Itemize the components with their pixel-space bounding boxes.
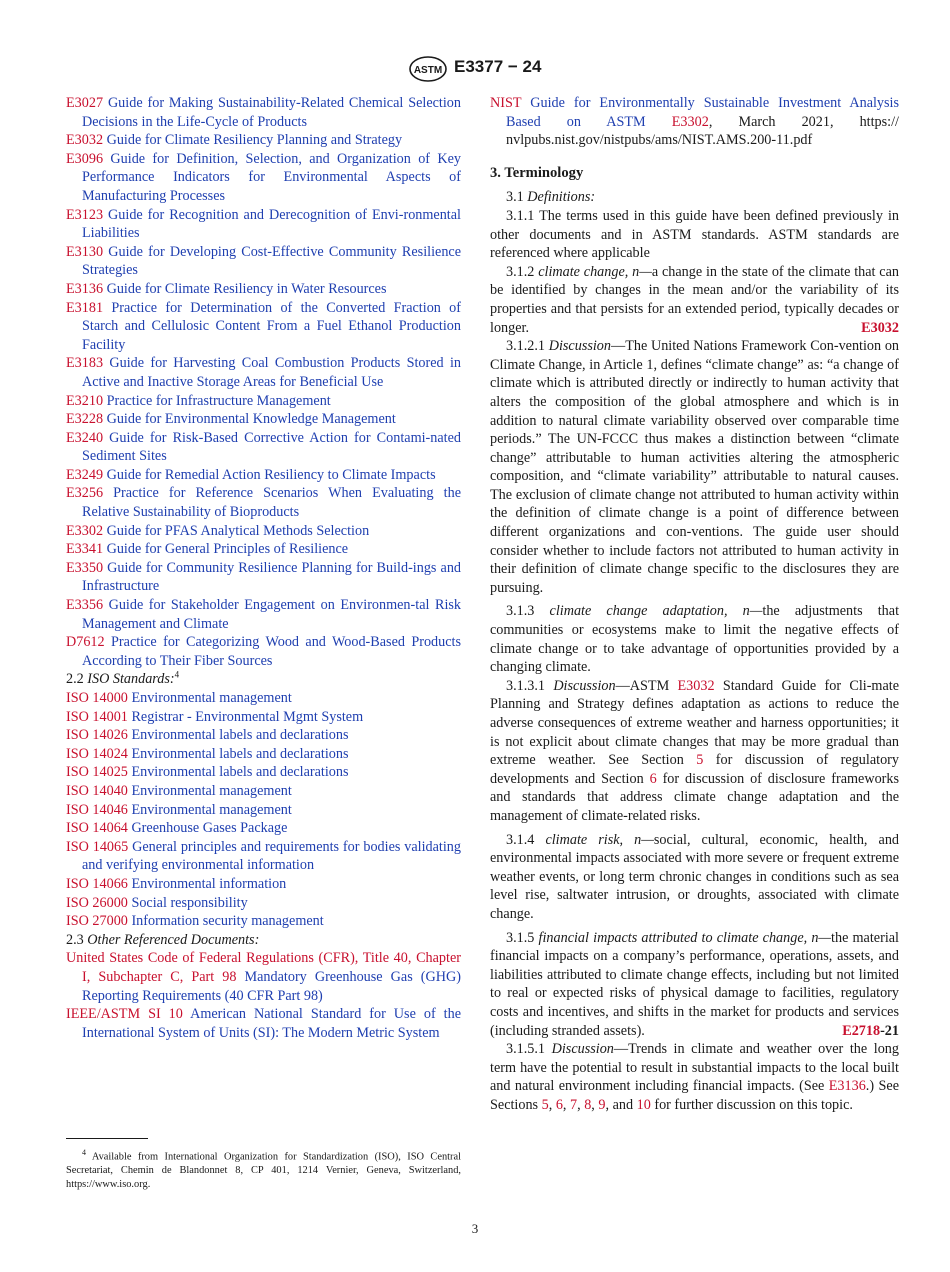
definition-source[interactable]: E3032: [861, 319, 899, 336]
link-section-9[interactable]: 9: [598, 1096, 606, 1113]
iso-reference-list: [66, 689, 461, 931]
reference-code[interactable]: E3027: [66, 95, 104, 111]
reference-code[interactable]: ISO 14066: [66, 875, 128, 892]
reference-item: [66, 875, 461, 894]
reference-item: [66, 708, 461, 727]
other-documents-heading: 2.3 Other Referenced Documents:: [66, 931, 260, 948]
reference-title[interactable]: Practice for Categorizing Wood and Wood-Based Products According to Their Fiber Sources: [82, 634, 462, 669]
link-section-7[interactable]: 7: [570, 1096, 578, 1113]
reference-code[interactable]: E3130: [66, 243, 104, 260]
other-reference-list: [66, 949, 461, 1042]
reference-title[interactable]: Guide for Community Resilience Planning for Build-ings and Infrastructure: [82, 559, 462, 595]
reference-item: [66, 745, 461, 764]
link-e3136[interactable]: E3136: [828, 1078, 866, 1095]
reference-code[interactable]: ISO 26000: [66, 894, 128, 911]
reference-item: [66, 522, 461, 541]
reference-item: [66, 410, 461, 429]
reference-title[interactable]: Greenhouse Gases Package: [131, 820, 288, 837]
reference-item: [66, 949, 461, 1005]
reference-item: [66, 354, 461, 391]
reference-item: [66, 782, 461, 801]
reference-item: [66, 726, 461, 745]
reference-item: [66, 150, 461, 206]
para-3-1: 3.1 Definitions:: [506, 189, 596, 206]
reference-item: [66, 559, 461, 596]
para-3-1-3-1: 3.1.3.1 Discussion—ASTM E3032 Standard Guide for Cli-mate Planning and Strategy defines adaptation as actions to reduce the adverse consequences of extreme weather and harness opportunities; it is not explicit about climate changes that may be more gradual than extreme weather. See Section 5 for discussion of regulatory developments and Section 6 for discussion of disclosure frameworks and standards that address climate change adaptation and the management of climate-related risks.: [490, 677, 900, 824]
reference-title[interactable]: Environmental management: [131, 690, 292, 706]
reference-title[interactable]: Guide for Recognition and Derecognition of Envi-ronmental Liabilities: [82, 206, 461, 242]
link-section-5[interactable]: 5: [696, 752, 704, 769]
reference-code[interactable]: ISO 14024: [66, 745, 128, 762]
reference-item: [66, 243, 461, 280]
para-3-1-5: 3.1.5 financial impacts attributed to climate change, n—the material financial impacts on a company’s performance, operations, assets, and liabilities attributed to climate change effects, including but not limited to real or expected risks of physical damage to facilities, regulatory costs and incentives, and shifts in the market for products and services (including stranded assets). E2718-21: [490, 929, 899, 1039]
reference-title[interactable]: Guide for Developing Cost-Effective Community Resilience Strategies: [82, 243, 462, 279]
reference-item: [66, 689, 461, 708]
reference-code[interactable]: E3249: [66, 466, 104, 483]
reference-title[interactable]: Practice for Determination of the Converted Fraction of Starch and Cellulosic Content From a Fuel Ethanol Production Facility: [82, 299, 462, 353]
reference-title[interactable]: Environmental management: [131, 801, 292, 818]
reference-code[interactable]: ISO 14065: [66, 838, 129, 855]
reference-title[interactable]: Registrar - Environmental Mgmt System: [131, 708, 364, 725]
reference-title[interactable]: Practice for Reference Scenarios When Evaluating the Relative Sustainability of Bioproducts: [82, 485, 461, 521]
reference-title[interactable]: Guide for Climate Resiliency Planning and Strategy: [106, 132, 403, 149]
svg-text:ASTM: ASTM: [413, 65, 443, 76]
reference-code[interactable]: ISO 14000: [66, 690, 128, 706]
reference-item: [66, 801, 461, 820]
reference-code[interactable]: D7612: [66, 634, 105, 651]
reference-code[interactable]: E3302: [66, 522, 104, 539]
reference-code[interactable]: ISO 14046: [66, 801, 128, 818]
iso-standards-heading: 2.2 ISO Standards:$^4$: [66, 669, 180, 688]
reference-title[interactable]: Guide for Environmental Knowledge Management: [106, 411, 396, 428]
reference-code[interactable]: E3096: [66, 150, 104, 167]
reference-code[interactable]: E3256: [66, 485, 104, 502]
link-section-6[interactable]: 6: [649, 770, 657, 787]
para-3-1-5-1: 3.1.5.1 Discussion—Trends in climate and weather over the long term have the potential to result in substantial impacts to the local built and natural environment including financial impacts. (See E3136.) See Sections 5, 6, 7, 8, 9, and 10 for further discussion on this topic.: [490, 1041, 899, 1113]
reference-title[interactable]: Environmental labels and declarations: [131, 764, 349, 781]
link-e3032[interactable]: E3032: [677, 677, 715, 694]
page-number: 3: [471, 1221, 479, 1236]
link-section-10[interactable]: 10: [636, 1096, 651, 1113]
link-section-5[interactable]: 5: [541, 1096, 549, 1113]
reference-title[interactable]: General principles and requirements for bodies validating and verifying environmental information: [82, 838, 461, 874]
reference-title[interactable]: American National Standard for Use of the International System of Units (SI): The Modern Metric System: [82, 1006, 462, 1041]
reference-code[interactable]: E3136: [66, 280, 104, 297]
reference-title[interactable]: Social responsibility: [131, 894, 248, 911]
astm-reference-list: [66, 94, 461, 670]
reference-title[interactable]: Guide for Climate Resiliency in Water Resources: [106, 280, 387, 297]
reference-item: [66, 280, 461, 299]
reference-code[interactable]: ISO 27000: [66, 913, 128, 930]
reference-item: [66, 466, 461, 485]
reference-item: [66, 131, 461, 150]
reference-code[interactable]: E3123: [66, 206, 104, 223]
reference-title[interactable]: Guide for Harvesting Coal Combustion Products Stored in Active and Inactive Storage Areas for Beneficial Use: [82, 355, 461, 390]
para-3-1-3: 3.1.3 climate change adaptation, n—the adjustments that communities or ecosystems make to limit the negative effects of climate change or to take advantage of opportunities provided by a changing climate.: [490, 603, 900, 676]
reference-title[interactable]: Guide for General Principles of Resilience: [106, 541, 349, 558]
reference-title[interactable]: Guide for Remedial Action Resiliency to Climate Impacts: [106, 466, 436, 483]
reference-item: [66, 819, 461, 838]
definition-source: E2718-21: [842, 1022, 899, 1039]
right-column: [490, 94, 899, 1114]
reference-title[interactable]: Guide for Making Sustainability-Related Chemical Selection Decisions in the Life-Cycle of Products: [82, 95, 461, 130]
reference-item: [66, 633, 461, 670]
reference-code[interactable]: E3350: [66, 559, 104, 576]
reference-title[interactable]: Environmental labels and declarations: [131, 745, 349, 762]
reference-code[interactable]: E3181: [66, 299, 104, 316]
para-3-1-1: 3.1.1 The terms used in this guide have been defined previously in other documents and in ASTM standards. ASTM standards are referenced where applicable: [490, 207, 899, 262]
reference-title[interactable]: Mandatory Greenhouse Gas (GHG) Reporting Requirements (40 CFR Part 98): [82, 968, 461, 1004]
reference-code[interactable]: ISO 14001: [66, 708, 128, 725]
reference-title[interactable]: Information security management: [131, 913, 324, 930]
reference-item: [66, 912, 461, 931]
reference-item: [66, 429, 461, 466]
link-section-8[interactable]: 8: [584, 1096, 592, 1113]
para-3-1-2-1: 3.1.2.1 Discussion—The United Nations Framework Con-vention on Climate Change, in Article 1, defines “climate change” as: “a change of climate which is attributed directly or indirectly to human activity that alters the composition of the global atmosphere and which is in addition to natural climate variability observed over comparable time periods.” The UN-FCCC thus makes a distinction between “climate change” attributable to human activities altering the atmospheric composition, and “climate variability” attributable to natural causes. The exclusion of climate change not attributed to human activity within the definition of climate change is a point of difference between different organizations and con-ventions. The guide user should consider whether to include factors not attributed to human activity in their definition of climate change specific to the disclosures they are pursuing.: [490, 338, 900, 596]
reference-title[interactable]: Practice for Infrastructure Management: [106, 392, 331, 409]
reference-code[interactable]: E3032: [66, 132, 104, 149]
reference-code[interactable]: E3228: [66, 411, 104, 428]
section-heading-terminology: 3. Terminology: [490, 164, 584, 181]
reference-code[interactable]: United States Code of Federal Regulations (CFR), Title 40, Chapter I, Subchapter C, Part 98: [66, 950, 461, 985]
footnote: $^4$ Available from International Organization for Standardization (ISO), ISO Central Secretariat, Chemin de Blandonnet 8, CP 401, 1214 Vernier, Geneva, Switzerland, https://www.iso.org.: [66, 1148, 461, 1191]
reference-item: [66, 596, 461, 633]
footnote-ref[interactable]: 4: [174, 669, 180, 680]
reference-item: [66, 94, 461, 131]
para-3-1-4: 3.1.4 climate risk, n—social, cultural, economic, health, and environmental impacts associated with more severe or frequent extreme weather events, or long term chronic changes in conditions such as sea level rise, saltwater intrusion, or droughts, associated with climate change.: [490, 831, 900, 922]
reference-item: [66, 484, 461, 521]
reference-item: [66, 206, 461, 243]
reference-code[interactable]: E3183: [66, 355, 104, 372]
reference-code[interactable]: E3240: [66, 429, 104, 446]
link-section-6[interactable]: 6: [555, 1096, 563, 1113]
reference-title[interactable]: Environmental labels and declarations: [131, 727, 349, 744]
para-3-1-2: 3.1.2 climate change, n—a change in the state of the climate that can be identified by changes in the mean and/or the variability of its properties and that persists for an extended period, typically decades or longer. E3032: [490, 263, 899, 336]
page-header: [0, 56, 950, 84]
reference-code[interactable]: ISO 14026: [66, 727, 128, 744]
reference-item: [66, 540, 461, 559]
reference-code[interactable]: E3210: [66, 392, 104, 409]
reference-title[interactable]: Guide for Stakeholder Engagement on Environmen-tal Risk Management and Climate: [82, 597, 461, 632]
left-column: [66, 94, 461, 1042]
document-id: E3377 − 24: [454, 57, 542, 76]
reference-title[interactable]: Guide for PFAS Analytical Methods Selection: [106, 522, 370, 539]
reference-code[interactable]: ISO 14040: [66, 782, 128, 799]
astm-logo-icon: [408, 56, 448, 82]
reference-code[interactable]: ISO 14064: [66, 820, 128, 837]
reference-nist: NIST Guide for Environmentally Sustainable Investment Analysis Based on ASTM E3302, March 2021, https:// nvlpubs.nist.gov/nistpubs/ams/NIST.AMS.200-11.pdf: [490, 95, 900, 149]
reference-item: [66, 763, 461, 782]
reference-code[interactable]: E3341: [66, 541, 104, 558]
reference-code[interactable]: E3356: [66, 597, 104, 614]
reference-code[interactable]: NIST: [490, 95, 522, 111]
reference-item: [66, 299, 461, 355]
reference-item: [66, 392, 461, 411]
reference-code[interactable]: ISO 14025: [66, 764, 128, 781]
reference-title[interactable]: Guide for Risk-Based Corrective Action for Contami-nated Sediment Sites: [82, 429, 461, 465]
reference-code[interactable]: IEEE/ASTM SI 10: [66, 1006, 183, 1023]
reference-title[interactable]: Environmental management: [131, 782, 292, 799]
reference-item: [66, 894, 461, 913]
reference-item: [66, 1005, 461, 1042]
footnote-divider: [66, 1138, 148, 1139]
reference-item: [66, 838, 461, 875]
reference-title[interactable]: Environmental information: [131, 875, 287, 892]
reference-title[interactable]: Guide for Definition, Selection, and Organization of Key Performance Indicators for Environmental Aspects of Manufacturing Processes: [82, 150, 462, 204]
